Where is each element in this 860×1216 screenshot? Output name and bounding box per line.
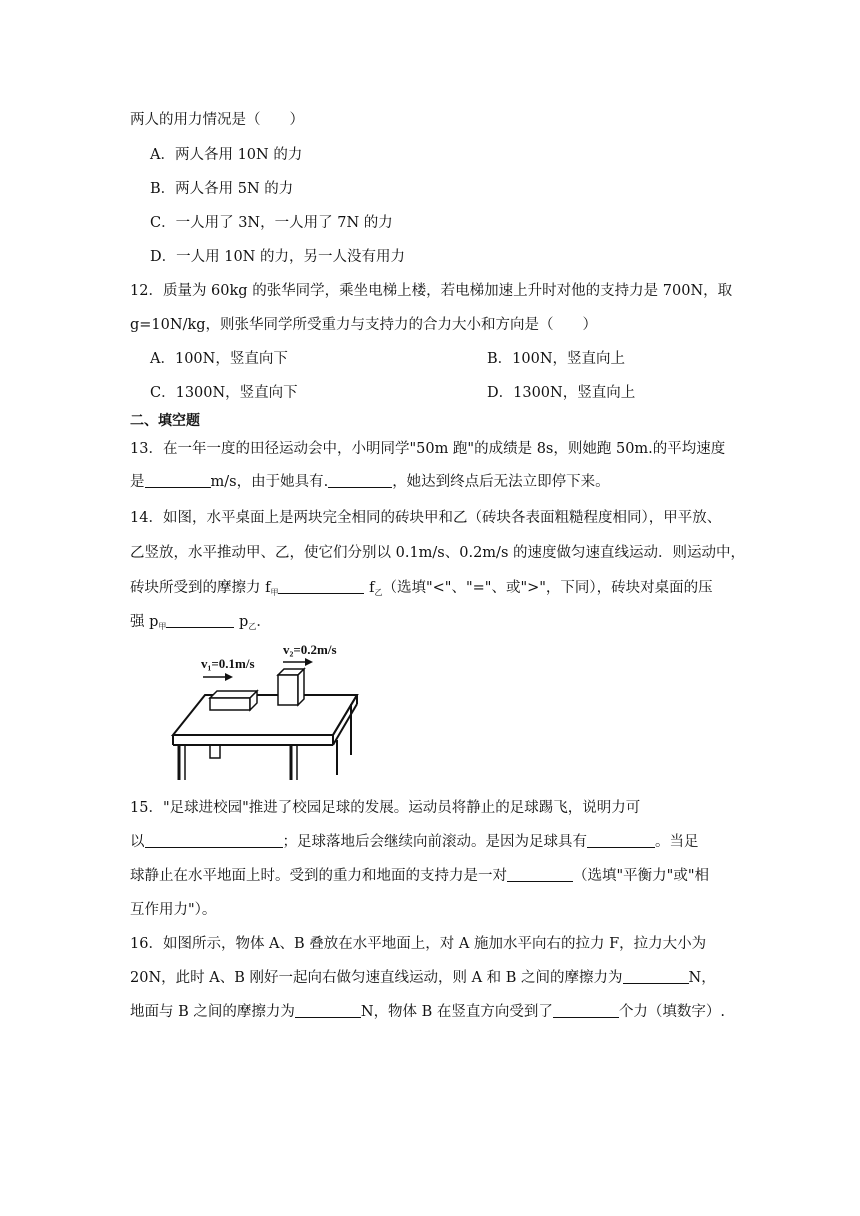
q14-text-d: 强 p [130, 614, 159, 630]
q16-blank-ground-friction[interactable] [295, 1003, 361, 1018]
q12-line1: 12．质量为 60kg 的张华同学，乘坐电梯上楼，若电梯加速上升时对他的支持力是 700N，取 [130, 283, 733, 299]
q16-line2 [130, 968, 730, 988]
q15-line1: 15．"足球进校园"推进了校园足球的发展。运动员将静止的足球踢飞，说明力可 [130, 800, 641, 816]
q15-text-e: （选填"平衡力"或"相 [573, 868, 710, 884]
q15-text-c: 。当足 [655, 834, 699, 850]
q12-option-d: D．1300N，竖直向上 [487, 385, 636, 401]
q11-option-b: B．两人各用 5N 的力 [150, 181, 294, 197]
q14-line4 [130, 612, 730, 637]
q16-line1: 16．如图所示，物体 A、B 叠放在水平地面上，对 A 施加水平向右的拉力 F，拉力大小为 [130, 936, 707, 952]
q15-blank-force-pair[interactable] [507, 867, 573, 882]
table-top [173, 695, 357, 735]
q14-sub-yi-2: 乙 [248, 622, 257, 631]
q15-text-d: 球静止在水平地面上时。受到的重力和地面的支持力是一对 [130, 868, 507, 884]
q15-line2 [130, 832, 730, 852]
q15-text-a: 以 [130, 834, 145, 850]
q12-option-a: A．100N，竖直向下 [150, 351, 288, 367]
q16-text-d: N，物体 B 在竖直方向受到了 [360, 1004, 553, 1020]
q12-option-b: B．100N，竖直向上 [487, 351, 626, 367]
q15-blank-property[interactable] [587, 833, 655, 848]
q15-blank-effect[interactable] [145, 833, 283, 848]
label-v1: v₁=0.1m/s [201, 656, 255, 671]
q14-line1: 14．如图，水平桌面上是两块完全相同的砖块甲和乙（砖块各表面粗糙程度相同），甲平放、 [130, 510, 722, 526]
q13-blank-property[interactable] [328, 473, 392, 488]
q14-text-b: f [364, 580, 375, 596]
q14-figure-table-bricks [165, 640, 365, 785]
q16-text-b: N， [688, 970, 716, 986]
q14-sub-jia: 甲 [270, 588, 279, 597]
q16-blank-force-count[interactable] [553, 1003, 619, 1018]
q13-blank-speed[interactable] [145, 473, 211, 488]
label-v2: v₂=0.2m/s [283, 642, 337, 657]
q14-blank-pressure[interactable] [166, 613, 234, 628]
q16-text-a: 20N，此时 A、B 刚好一起向右做匀速直线运动，则 A 和 B 之间的摩擦力为 [130, 970, 623, 986]
q13-line2 [130, 472, 730, 492]
q11-option-d: D．一人用 10N 的力，另一人没有用力 [150, 249, 405, 265]
q13-text-c: ，她达到终点后无法立即停下来。 [392, 474, 610, 490]
q13-line1: 13．在一年一度的田径运动会中，小明同学"50m 跑"的成绩是 8s，则她跑 50m.的平均速度 [130, 441, 726, 457]
q14-text-c: （选填"<"、"="、或">"，下同），砖块对桌面的压 [382, 580, 713, 596]
q15-text-b: ；足球落地后会继续向前滚动。是因为足球具有 [282, 834, 587, 850]
q16-line3 [130, 1002, 730, 1022]
q14-sub-yi: 乙 [374, 588, 383, 597]
q14-text-e: p [234, 614, 249, 630]
q13-text-a: 是 [130, 474, 145, 490]
q15-line3 [130, 866, 730, 886]
q11-option-c: C．一人用了 3N，一人用了 7N 的力 [150, 215, 393, 231]
q14-blank-friction[interactable] [278, 579, 364, 594]
q16-text-c: 地面与 B 之间的摩擦力为 [130, 1004, 295, 1020]
brick-jia [210, 691, 257, 698]
q12-line2: g=10N/kg，则张华同学所受重力与支持力的合力大小和方向是（ ） [130, 317, 598, 333]
q15-line4: 互作用力"）。 [130, 902, 217, 918]
q14-line3 [130, 578, 730, 603]
q16-blank-ab-friction[interactable] [623, 969, 689, 984]
q14-sub-jia-2: 甲 [158, 622, 167, 631]
q11-option-a: A．两人各用 10N 的力 [150, 147, 303, 163]
q14-text-a: 砖块所受到的摩擦力 f [130, 580, 271, 596]
section-title-fill-in: 二、填空题 [130, 413, 200, 429]
q13-text-b: m/s，由于她具有. [210, 474, 329, 490]
q11-stem-tail: 两人的用力情况是（ ） [130, 112, 304, 128]
q16-text-e: 个力（填数字）. [618, 1004, 726, 1020]
q14-text-f: ． [256, 614, 271, 630]
q14-line2: 乙竖放，水平推动甲、乙，使它们分别以 0.1m/s、0.2m/s 的速度做匀速直线运动．则运动中， [130, 545, 745, 561]
q12-option-c: C．1300N，竖直向下 [150, 385, 298, 401]
